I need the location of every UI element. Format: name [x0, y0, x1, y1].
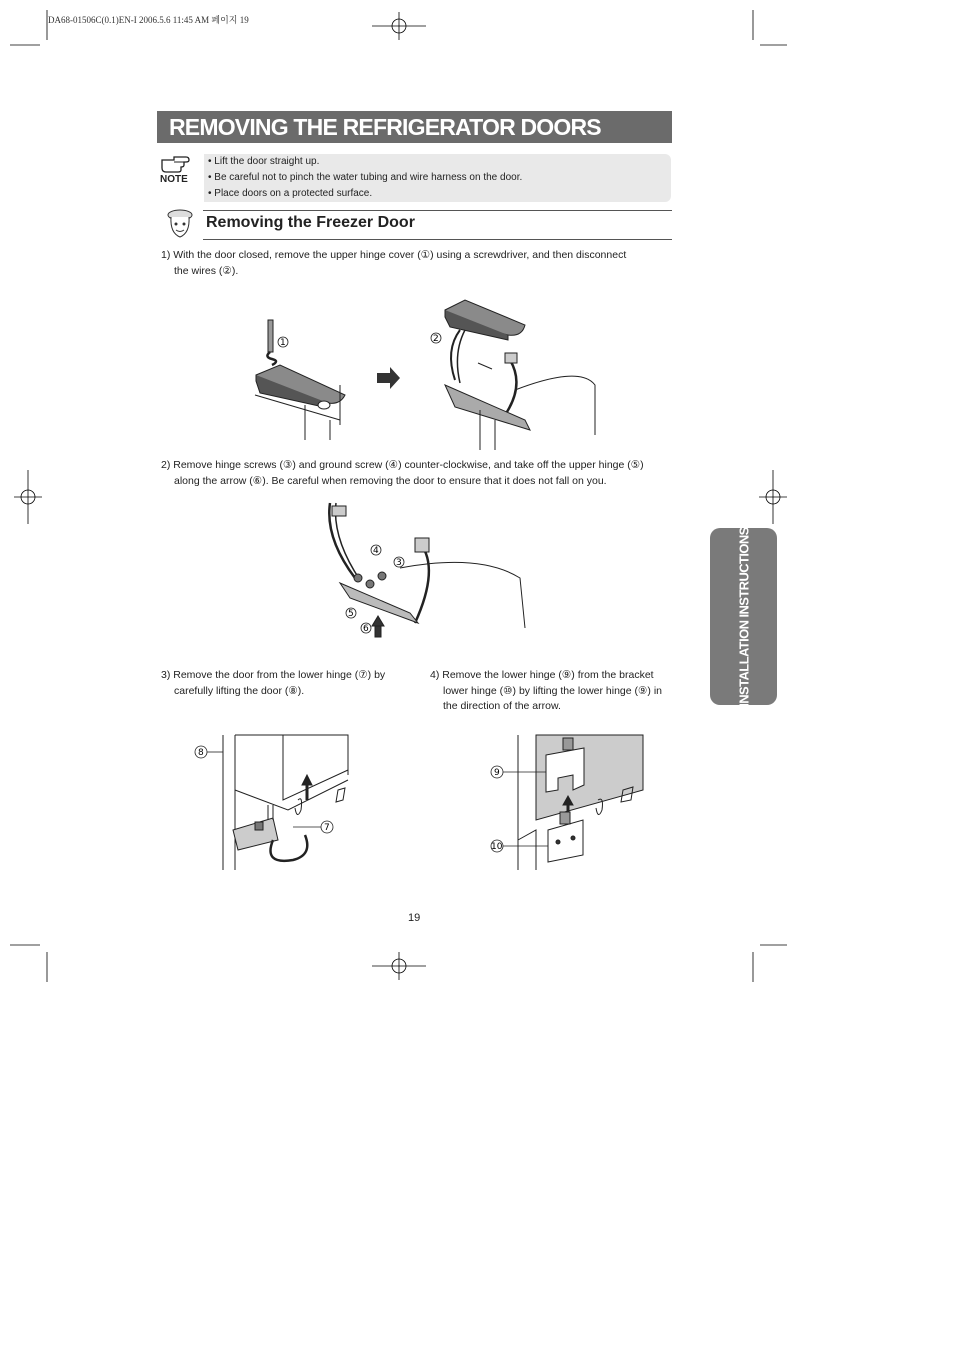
callout-10: 10	[491, 842, 503, 852]
print-header-code: DA68-01506C(0.1)EN-I 2006.5.6 11:45 AM 페이지 19	[48, 15, 249, 25]
section-rule	[203, 210, 672, 211]
note-box	[204, 154, 671, 202]
note-item: • Lift the door straight up.	[208, 156, 320, 167]
step-4-text: the direction of the arrow.	[443, 700, 561, 712]
callout-2: 2	[433, 334, 439, 344]
step-1-text: 1) With the door closed, remove the upper hinge cover (①) using a screwdriver, and then disconnect	[161, 249, 627, 261]
step-1	[161, 248, 626, 279]
title-bar	[157, 111, 672, 143]
callout-7: 7	[324, 823, 330, 833]
page-number: 19	[408, 912, 421, 924]
note-label: NOTE	[160, 174, 188, 185]
callout-8: 8	[198, 748, 204, 758]
callout-5: 5	[348, 609, 354, 619]
note-item: • Be careful not to pinch the water tubing and wire harness on the door.	[208, 172, 523, 183]
side-tab-label: INSTALLATION INSTRUCTIONS	[736, 526, 751, 707]
callout-9: 9	[494, 768, 500, 778]
callout-4: 4	[373, 546, 379, 556]
section-title: Removing the Freezer Door	[206, 214, 415, 231]
technician-icon	[164, 207, 198, 241]
step-4-text: 4) Remove the lower hinge (⑨) from the bracket	[430, 669, 654, 681]
figure-hinge-cover-removal	[250, 295, 610, 455]
step-2-text: 2) Remove hinge screws (③) and ground screw (④) counter-clockwise, and take off the upper hinge (⑤)	[161, 459, 644, 471]
step-4-text: lower hinge (⑩) by lifting the lower hinge (⑨) in	[443, 684, 663, 697]
step-2-text: along the arrow (⑥). Be careful when removing the door to ensure that it does not fall on you.	[174, 474, 607, 487]
figure-lower-hinge-door	[193, 730, 353, 880]
step-3-text: carefully lifting the door (⑧).	[174, 684, 305, 697]
step-1-text: the wires (②).	[174, 264, 239, 277]
page-title: REMOVING THE REFRIGERATOR DOORS	[169, 114, 601, 140]
step-3-text: 3) Remove the door from the lower hinge (⑦) by	[161, 669, 386, 681]
step-2	[161, 458, 644, 489]
callout-1: 1	[280, 338, 286, 348]
step-3	[161, 668, 385, 699]
callout-3: 3	[396, 558, 402, 568]
figure-hinge-screws	[320, 498, 530, 648]
note-item: • Place doors on a protected surface.	[208, 188, 373, 199]
side-tab	[710, 528, 777, 705]
callout-6: 6	[363, 624, 369, 634]
step-4	[430, 668, 662, 715]
section-rule	[203, 239, 672, 240]
figure-lower-hinge-bracket	[488, 730, 648, 880]
pointing-hand-icon	[160, 154, 192, 174]
